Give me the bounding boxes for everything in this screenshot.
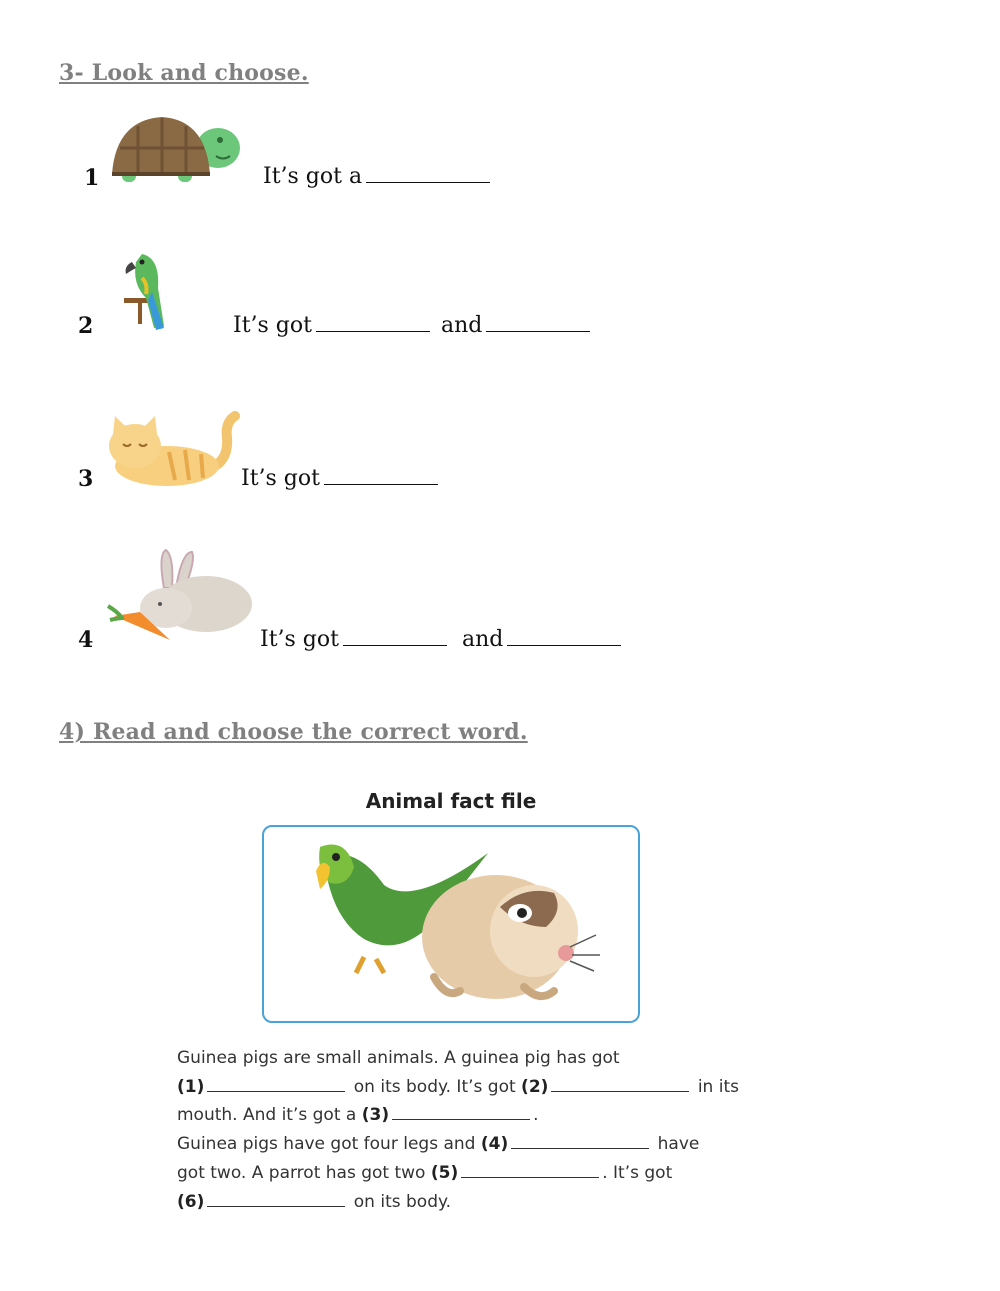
answer-blank-4a[interactable] bbox=[343, 627, 447, 646]
cat-image bbox=[105, 408, 240, 490]
item-3-sentence bbox=[241, 466, 442, 491]
text-line: mouth. And it’s got a (3) . bbox=[177, 1105, 539, 1126]
reading-blank-4[interactable] bbox=[511, 1134, 649, 1149]
item-number: 2 bbox=[78, 313, 94, 339]
section-4-heading: 4) Read and choose the correct word. bbox=[59, 719, 528, 745]
item-1-sentence bbox=[263, 164, 494, 189]
sentence-prefix: It’s got bbox=[241, 466, 320, 491]
reading-blank-3[interactable] bbox=[392, 1105, 530, 1120]
fact-file-image-box bbox=[262, 825, 640, 1023]
reading-blank-5[interactable] bbox=[461, 1163, 599, 1178]
answer-blank-3[interactable] bbox=[324, 466, 438, 485]
fact-file-title: Animal fact file bbox=[365, 789, 537, 813]
sentence-connector: and bbox=[440, 313, 483, 338]
sentence-prefix: It’s got a bbox=[263, 164, 363, 189]
reading-blank-2[interactable] bbox=[551, 1077, 689, 1092]
text-line: Guinea pigs have got four legs and (4) have bbox=[177, 1134, 700, 1155]
item-number: 4 bbox=[78, 627, 94, 653]
parrot-image bbox=[118, 248, 176, 333]
text-line: got two. A parrot has got two (5) . It’s got bbox=[177, 1162, 673, 1183]
text-line: (1) on its body. It’s got (2) in its bbox=[177, 1076, 739, 1097]
reading-blank-1[interactable] bbox=[207, 1077, 345, 1092]
answer-blank-2a[interactable] bbox=[316, 313, 430, 332]
answer-blank-2b[interactable] bbox=[486, 313, 590, 332]
answer-blank-1[interactable] bbox=[366, 164, 490, 183]
parrot-and-guinea-pig-image bbox=[264, 827, 638, 1021]
text-line: Guinea pigs are small animals. A guinea pig has got bbox=[177, 1048, 620, 1068]
rabbit-image bbox=[104, 548, 256, 646]
answer-blank-4b[interactable] bbox=[507, 627, 621, 646]
fact-file-text bbox=[177, 1044, 777, 1216]
section-3-heading: 3- Look and choose. bbox=[59, 60, 309, 86]
sentence-connector: and bbox=[461, 627, 504, 652]
item-2-sentence bbox=[233, 313, 594, 338]
item-4-sentence bbox=[260, 627, 625, 652]
item-number: 3 bbox=[78, 466, 94, 492]
text-line: (6) on its body. bbox=[177, 1191, 452, 1212]
reading-blank-6[interactable] bbox=[207, 1192, 345, 1207]
sentence-prefix: It’s got bbox=[233, 313, 312, 338]
sentence-prefix: It’s got bbox=[260, 627, 339, 652]
item-number: 1 bbox=[84, 165, 100, 191]
tortoise-image bbox=[108, 112, 243, 190]
